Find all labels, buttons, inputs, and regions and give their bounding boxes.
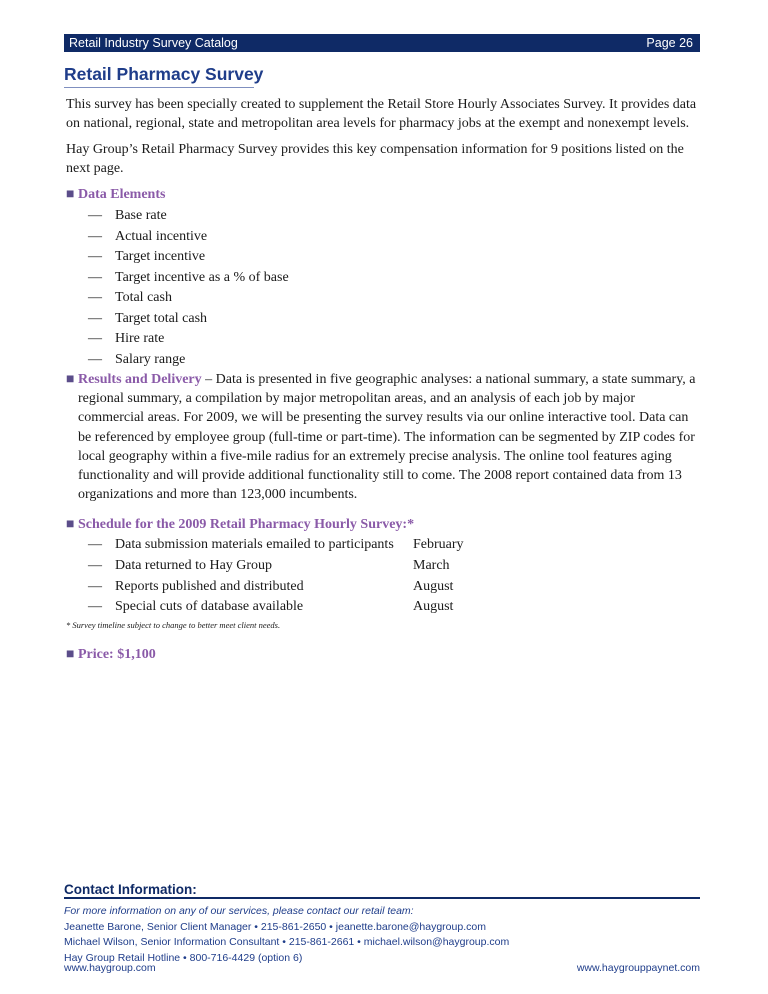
footer-link-paynet[interactable]: www.haygrouppaynet.com xyxy=(576,962,700,974)
catalog-title: Retail Industry Survey Catalog xyxy=(69,36,238,50)
schedule-task: Data returned to Hay Group xyxy=(115,558,273,574)
dash-icon: — xyxy=(88,537,102,553)
contact-heading: Contact Information: xyxy=(64,882,197,897)
list-item: — Total cash xyxy=(88,288,702,309)
schedule-month: August xyxy=(413,578,454,594)
list-item: — Base rate xyxy=(88,206,702,227)
price-section xyxy=(66,645,702,664)
list-item: — Target incentive xyxy=(88,247,702,268)
dash-icon: — xyxy=(88,290,102,305)
table-row xyxy=(66,597,702,618)
contact-block xyxy=(64,904,700,966)
schedule-section xyxy=(66,515,702,630)
dash-icon: — xyxy=(88,578,102,594)
schedule-task: Data submission materials emailed to participants xyxy=(115,537,394,553)
dash-icon: — xyxy=(88,310,102,326)
dash-icon: — xyxy=(88,249,102,264)
dash-icon: — xyxy=(88,351,102,367)
price-label: Price: $1,100 xyxy=(77,646,156,662)
schedule-task: Special cuts of database available xyxy=(115,599,304,615)
schedule-heading xyxy=(66,515,702,534)
list-item: — Hire rate xyxy=(88,329,702,350)
table-row xyxy=(66,535,702,556)
data-elements-heading xyxy=(66,185,702,204)
footer xyxy=(64,962,700,974)
bullet-square-icon: ■ xyxy=(66,646,75,662)
results-heading: Results and Delivery xyxy=(77,372,202,387)
contact-intro: For more information on any of our services, please contact our retail team: xyxy=(64,905,414,917)
dash-icon: — xyxy=(88,228,102,244)
dash-icon: — xyxy=(88,208,102,223)
contact-line: Jeanette Barone, Senior Client Manager • 215-861-2650 • jeanette.barone@haygroup.com xyxy=(64,920,486,933)
schedule-title: Schedule for the 2009 Retail Pharmacy Hourly Survey:* xyxy=(77,517,415,533)
schedule-table xyxy=(66,535,702,617)
dash-icon: — xyxy=(88,558,102,574)
dash-icon: — xyxy=(88,331,102,346)
table-row xyxy=(66,556,702,577)
dash-icon: — xyxy=(88,599,102,615)
main-content xyxy=(66,95,702,664)
schedule-footnote: * Survey timeline subject to change to better meet client needs. xyxy=(66,619,281,630)
dash-icon: — xyxy=(88,269,102,285)
list-item: — Salary range xyxy=(88,350,702,371)
table-row xyxy=(66,577,702,598)
results-delivery-section xyxy=(66,370,702,504)
data-elements-title: Data Elements xyxy=(77,187,166,202)
schedule-month: February xyxy=(413,537,464,553)
intro-paragraph-1: This survey has been specially created to supplement the Retail Store Hourly Associates Survey. It provides data on national, regional, state and metropolitan area levels for pharmacy jobs at the exempt and nonexempt levels. xyxy=(66,97,697,131)
page-number: Page 26 xyxy=(646,36,693,50)
list-item: — Target incentive as a % of base xyxy=(88,268,702,289)
title-underline xyxy=(64,87,254,88)
bullet-square-icon: ■ xyxy=(66,372,75,387)
intro-paragraph-2: Hay Group’s Retail Pharmacy Survey provides this key compensation information for 9 positions listed on the next page. xyxy=(66,142,684,176)
footer-link-haygroup[interactable]: www.haygroup.com xyxy=(64,962,156,974)
schedule-month: March xyxy=(413,558,450,574)
data-elements-list xyxy=(66,206,702,370)
schedule-month: August xyxy=(413,599,454,615)
contact-line: Michael Wilson, Senior Information Consultant • 215-861-2661 • michael.wilson@haygroup.com xyxy=(64,936,510,948)
schedule-task: Reports published and distributed xyxy=(115,578,304,594)
bullet-square-icon: ■ xyxy=(66,517,75,533)
data-elements-section xyxy=(66,185,702,370)
bullet-square-icon: ■ xyxy=(66,187,75,202)
list-item: — Actual incentive xyxy=(88,227,702,248)
contact-divider xyxy=(64,897,700,899)
page-title: Retail Pharmacy Survey xyxy=(64,64,264,84)
list-item: — Target total cash xyxy=(88,309,702,330)
results-text: – Data is presented in five geographic analyses: a national summary, a state summary, a regional summary, a compilation by major metropolitan areas, and an analysis of each job by major commercial areas. For 2009, we will be presenting the survey results via our online interactive tool. Data can be referenced by employee group (full-time or part-time). The information can be segmented by ZIP codes for local geography within a five-mile radius for an extremely precise analysis. The online tool features aging functionality and will provide additional functionality still to come. The 2008 report contained data from 13 organizations and more than 123,000 incumbents. xyxy=(78,372,696,503)
contact-line: Hay Group Retail Hotline • 800-716-4429 (option 6) xyxy=(64,951,303,964)
header-bar xyxy=(64,34,700,52)
